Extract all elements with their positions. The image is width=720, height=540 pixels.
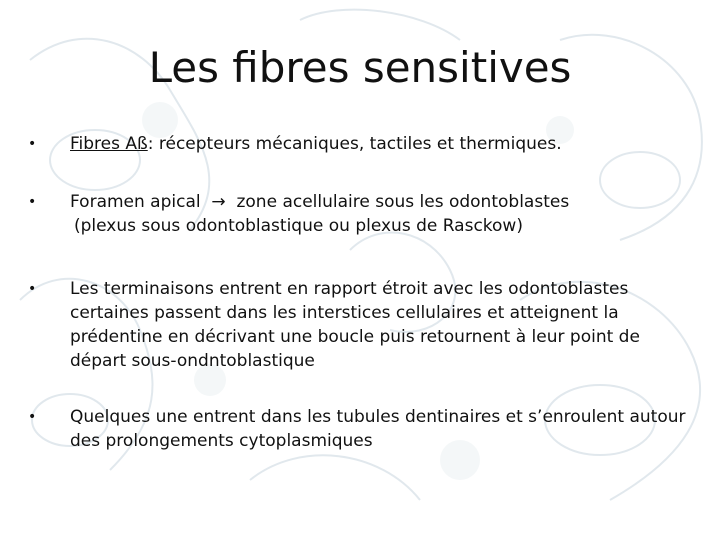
fibres-description: : récepteurs mécaniques, tactiles et thermiques. bbox=[147, 134, 562, 154]
bullet-text bbox=[70, 132, 700, 156]
slide-title: Les fibres sensitives bbox=[148, 43, 572, 92]
bullet-dot: • bbox=[28, 281, 37, 297]
plexus-note: (plexus sous odontoblastique ou plexus de Rasckow) bbox=[74, 216, 523, 236]
zone-description: zone acellulaire sous les odontoblastes bbox=[236, 192, 570, 212]
fibres-term: Fibres Aß bbox=[70, 134, 148, 154]
bullet-dot: • bbox=[28, 194, 37, 210]
arrow-icon: → bbox=[211, 192, 226, 212]
bullet-text: Les terminaisons entrent en rapport étroit avec les odontoblastes certaines passent dans les interstices cellulaires et atteignent la prédentine en décrivant une boucle puis retournent à leur point de départ sous-ondntoblastique bbox=[70, 279, 640, 371]
bullet-text: Quelques une entrent dans les tubules dentinaires et s’enroulent autour des prolongements cytoplasmiques bbox=[70, 407, 686, 451]
foramen-label: Foramen apical bbox=[70, 192, 201, 212]
bullet-text bbox=[70, 190, 700, 238]
bullet-dot: • bbox=[28, 409, 37, 425]
bullet-dot: • bbox=[28, 136, 37, 152]
